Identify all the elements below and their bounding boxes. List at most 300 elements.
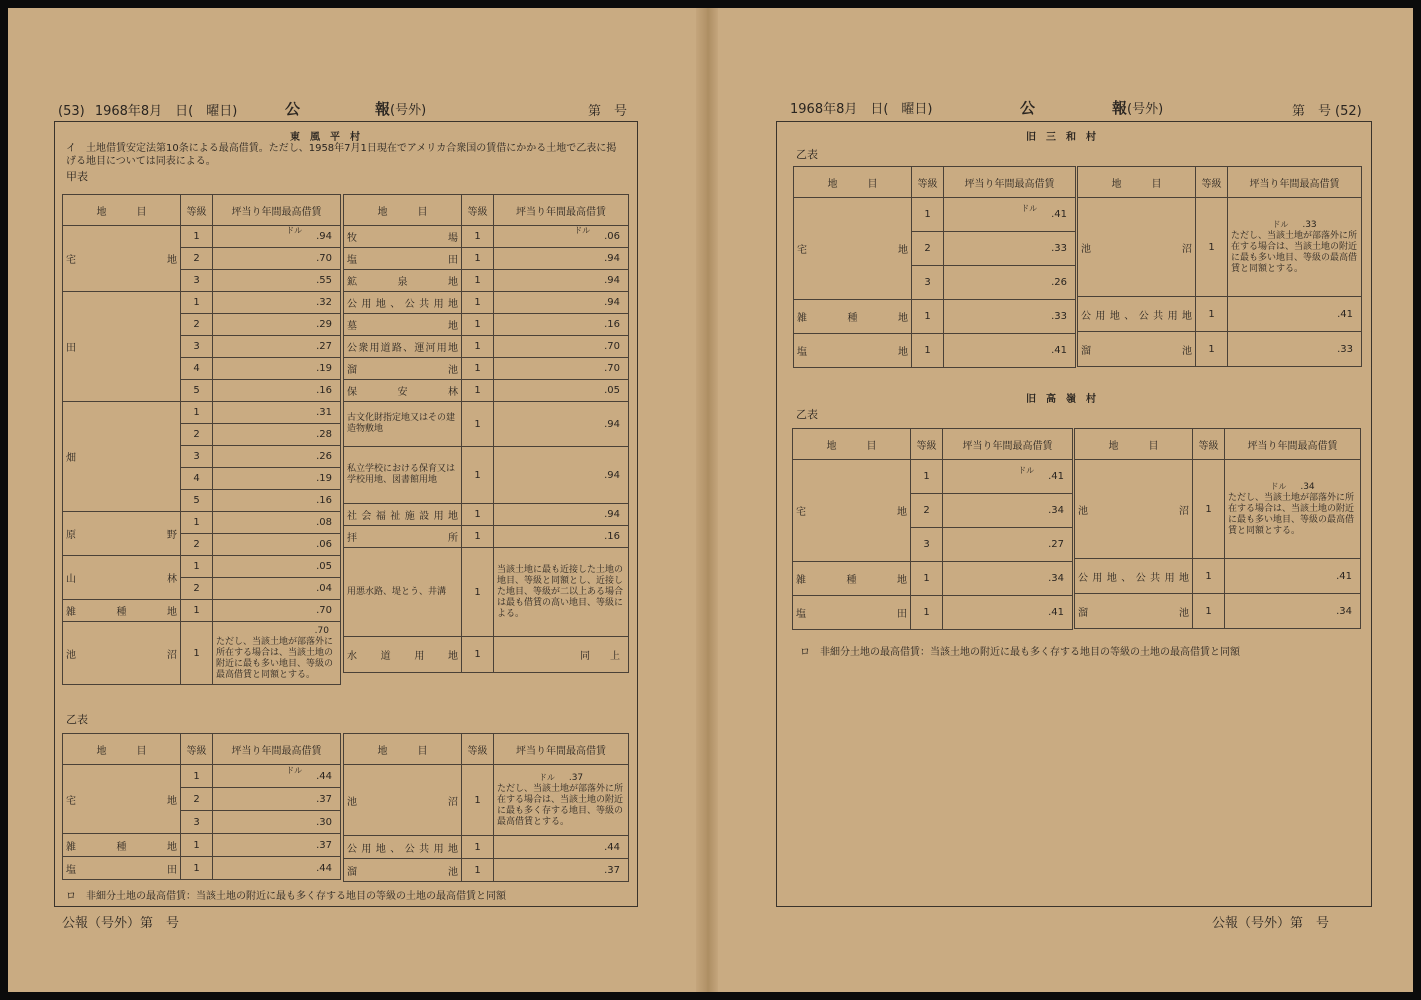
sanwa-table-left	[793, 166, 1076, 368]
grade-cell: 1	[462, 836, 494, 859]
land-category: 溜 池	[344, 859, 462, 882]
dollar-unit: ドル	[286, 765, 303, 775]
rent-value	[1228, 332, 1362, 367]
rent-value-figure: .41	[1048, 471, 1064, 482]
rent-value-figure: .34	[1048, 505, 1064, 516]
table-row	[63, 857, 341, 880]
rent-value	[213, 834, 341, 857]
table-row	[63, 512, 341, 534]
col-tokyu: 等級	[911, 429, 943, 460]
rent-value	[213, 380, 341, 402]
rent-value	[494, 859, 629, 882]
rent-value-text: .34	[1300, 482, 1315, 492]
grade-cell: 1	[462, 859, 494, 882]
rent-value-figure: .41	[1336, 570, 1352, 582]
remark-text: ただし、当該土地が部落外に所在する場合は、当該土地の附近に最も多く存する地目、等級の最高借賃とする。	[497, 784, 624, 827]
rent-value	[943, 460, 1073, 494]
rent-value	[213, 248, 341, 270]
grade-cell: 1	[911, 596, 943, 630]
land-category: 雑 種 地	[63, 834, 181, 857]
land-category: 塩 田	[63, 857, 181, 880]
rent-value-figure: .19	[316, 473, 332, 484]
rent-value	[213, 857, 341, 880]
rent-value-figure: .94	[604, 418, 620, 430]
col-tokyu: 等級	[1193, 429, 1225, 460]
rent-value	[213, 765, 341, 788]
rent-value-figure: .70	[314, 625, 329, 636]
grade-cell: 2	[181, 248, 213, 270]
rent-value	[943, 528, 1073, 562]
kou-table-left	[62, 194, 341, 685]
table-row	[63, 765, 341, 788]
section-title-takamine: 旧 高 嶺 村	[1026, 394, 1096, 405]
footnote: ロ 非細分土地の最高借賃：当該土地の附近に最も多く存する地目の等級の土地の最高借賃と同額	[800, 647, 1240, 658]
rent-value-figure: .41	[1051, 345, 1067, 356]
table-row	[63, 622, 341, 685]
table-row	[63, 292, 341, 314]
header-issue: 第 号 (52)	[1292, 104, 1362, 119]
rent-value	[213, 468, 341, 490]
grade-cell: 1	[1193, 460, 1225, 559]
grade-cell: 1	[462, 765, 494, 836]
land-category: 公用地、公共用地	[1078, 297, 1196, 332]
rent-value	[1225, 559, 1361, 594]
land-category: 古文化財指定地又はその建造物敷地	[344, 402, 462, 447]
rent-value	[1228, 297, 1362, 332]
rent-value	[944, 300, 1076, 334]
table-row	[344, 270, 629, 292]
rent-value-figure: .30	[316, 816, 332, 828]
rent-value-text: .33	[1302, 220, 1317, 230]
grade-cell: 1	[1196, 198, 1228, 297]
page-footer: 公報（号外）第 号	[62, 916, 180, 931]
table-row	[344, 380, 629, 402]
rent-value-figure: .06	[604, 231, 620, 242]
land-category: 墓 地	[344, 314, 462, 336]
table-row	[344, 637, 629, 673]
table-row	[794, 334, 1076, 368]
rent-value-figure: .34	[1336, 605, 1352, 617]
header-title-2: 報(号外)	[375, 100, 427, 118]
rent-value-figure: .05	[604, 385, 620, 396]
book-gutter	[696, 8, 718, 992]
rent-value	[213, 490, 341, 512]
rent-value-figure: .31	[316, 407, 332, 418]
land-category: 水 道 用 地	[344, 637, 462, 673]
col-chimoku: 地 目	[793, 429, 911, 460]
table-row	[344, 548, 629, 637]
dollar-unit: ドル	[574, 226, 591, 235]
grade-cell: 1	[912, 198, 944, 232]
rent-value-figure: .41	[1051, 209, 1067, 220]
table-row	[344, 402, 629, 447]
otsu-table-label: 乙表	[66, 713, 88, 726]
land-category: 塩 田	[793, 596, 911, 630]
col-kashi: 坪当り年間最高借賃	[494, 734, 629, 765]
land-category: 雑 種 地	[794, 300, 912, 334]
rent-value-figure: .16	[604, 319, 620, 330]
rent-value-figure: .26	[1051, 277, 1067, 288]
rent-value	[213, 292, 341, 314]
sanwa-otsu-label: 乙表	[796, 148, 818, 161]
grade-cell: 1	[462, 504, 494, 526]
col-chimoku: 地 目	[63, 195, 181, 226]
rent-value-figure: .37	[316, 793, 332, 805]
rent-value	[494, 380, 629, 402]
rent-value	[213, 314, 341, 336]
grade-cell: 1	[181, 512, 213, 534]
grade-cell: 1	[462, 292, 494, 314]
rent-value	[494, 526, 629, 548]
col-kashi: 坪当り年間最高借賃	[944, 167, 1076, 198]
grade-cell: 2	[181, 424, 213, 446]
rent-value	[1228, 198, 1362, 297]
land-category: 公用地、公共用地	[344, 836, 462, 859]
land-category: 公用地、公共用地	[1075, 559, 1193, 594]
rent-value	[494, 358, 629, 380]
rent-value	[944, 232, 1076, 266]
grade-cell: 1	[181, 834, 213, 857]
header-title-1: 公	[1020, 99, 1036, 117]
otsu-table-right	[343, 733, 629, 882]
section-title-sanwa: 旧 三 和 村	[1026, 132, 1096, 143]
col-kashi: 坪当り年間最高借賃	[494, 195, 629, 226]
rent-value	[213, 446, 341, 468]
grade-cell: 1	[181, 226, 213, 248]
takamine-otsu-label: 乙表	[796, 408, 818, 421]
grade-cell: 1	[181, 600, 213, 622]
rent-value-figure: .44	[316, 770, 332, 782]
grade-cell: 1	[462, 358, 494, 380]
col-tokyu: 等級	[462, 734, 494, 765]
land-category: 溜 池	[344, 358, 462, 380]
land-category: 田	[63, 292, 181, 402]
dollar-unit: ドル	[1270, 482, 1287, 491]
grade-cell: 3	[181, 336, 213, 358]
grade-cell: 1	[1196, 297, 1228, 332]
table-row	[63, 600, 341, 622]
table-row	[1078, 297, 1362, 332]
rent-value-figure: .16	[316, 495, 332, 506]
rent-value	[213, 358, 341, 380]
table-row	[344, 526, 629, 548]
grade-cell: 1	[1196, 332, 1228, 367]
left-header	[58, 100, 237, 119]
rent-value	[1225, 460, 1361, 559]
land-category: 宅 地	[63, 226, 181, 292]
table-row	[63, 402, 341, 424]
rent-value	[494, 270, 629, 292]
col-kashi: 坪当り年間最高借賃	[1225, 429, 1361, 460]
rent-value-figure: .27	[1048, 539, 1064, 550]
grade-cell: 1	[462, 548, 494, 637]
col-chimoku: 地 目	[1075, 429, 1193, 460]
table-row	[344, 859, 629, 882]
grade-cell: 5	[181, 490, 213, 512]
col-tokyu: 等級	[912, 167, 944, 198]
grade-cell: 1	[462, 336, 494, 358]
rent-value-figure: 同 上	[580, 651, 620, 662]
grade-cell: 4	[181, 358, 213, 380]
table-row	[344, 336, 629, 358]
land-category: 溜 池	[1078, 332, 1196, 367]
grade-cell: 1	[181, 765, 213, 788]
table-row	[344, 226, 629, 248]
land-category: 用悪水路、堤とう、井溝	[344, 548, 462, 637]
rent-value	[944, 266, 1076, 300]
rent-value-figure: .06	[316, 539, 332, 550]
land-category: 雑 種 地	[793, 562, 911, 596]
rent-value-figure	[497, 772, 625, 784]
rent-value	[943, 596, 1073, 630]
table-row	[63, 834, 341, 857]
grade-cell: 3	[181, 811, 213, 834]
rent-value	[213, 578, 341, 600]
kou-table-label: 甲表	[66, 170, 88, 183]
land-category: 公衆用道路、運河用地	[344, 336, 462, 358]
rent-value-figure: .41	[1337, 308, 1353, 320]
grade-cell: 3	[912, 266, 944, 300]
col-chimoku: 地 目	[1078, 167, 1196, 198]
land-category: 私立学校における保育又は学校用地、図書館用地	[344, 447, 462, 504]
land-category: 池 沼	[344, 765, 462, 836]
table-row	[793, 460, 1073, 494]
rent-value-figure: .70	[604, 341, 620, 352]
grade-cell: 1	[462, 637, 494, 673]
land-category: 宅 地	[63, 765, 181, 834]
table-row	[1075, 594, 1361, 629]
grade-cell: 2	[181, 578, 213, 600]
table-row	[1078, 198, 1362, 297]
table-row	[344, 292, 629, 314]
table-row	[1078, 332, 1362, 367]
table-row	[1075, 460, 1361, 559]
grade-cell: 1	[912, 334, 944, 368]
grade-cell: 1	[911, 562, 943, 596]
rent-value	[494, 504, 629, 526]
rent-value-figure: .70	[316, 253, 332, 264]
rent-value-figure: .33	[1051, 243, 1067, 254]
page-number: (53)	[58, 104, 85, 119]
rent-value-figure: .94	[604, 509, 620, 520]
rent-value	[494, 836, 629, 859]
col-tokyu: 等級	[181, 195, 213, 226]
rent-value-figure: .94	[604, 297, 620, 308]
land-category: 雑 種 地	[63, 600, 181, 622]
rent-value-figure: .28	[316, 429, 332, 440]
grade-cell: 1	[912, 300, 944, 334]
rent-value-figure: .33	[1337, 343, 1353, 355]
grade-cell: 4	[181, 468, 213, 490]
rent-value	[494, 548, 629, 637]
otsu-table-left	[62, 733, 341, 880]
table-row	[344, 504, 629, 526]
dollar-unit: ドル	[286, 226, 303, 235]
rent-value-figure: .04	[316, 583, 332, 594]
rent-value-figure: .55	[316, 275, 332, 286]
col-chimoku: 地 目	[344, 195, 462, 226]
rent-value	[213, 600, 341, 622]
grade-cell: 1	[181, 556, 213, 578]
takamine-table-left	[792, 428, 1073, 630]
land-category: 宅 地	[793, 460, 911, 562]
rent-value-figure: .16	[316, 385, 332, 396]
grade-cell: 1	[462, 248, 494, 270]
rent-value-text: .37	[568, 773, 584, 783]
rent-value-text: 当該土地に最も近接した土地の地目、等級と同額とし、近接した地目、等級が二以上ある場合は最も借賃の高い地目、等級による。	[497, 564, 624, 619]
table-row	[63, 226, 341, 248]
rent-value	[494, 637, 629, 673]
rent-value	[943, 494, 1073, 528]
table-row	[63, 556, 341, 578]
rent-value	[1225, 594, 1361, 629]
rent-value-figure: .33	[1051, 311, 1067, 322]
grade-cell: 1	[911, 460, 943, 494]
rent-value	[494, 765, 629, 836]
rent-value	[213, 811, 341, 834]
grade-cell: 1	[462, 270, 494, 292]
kou-table-right	[343, 194, 629, 673]
land-category: 溜 池	[1075, 594, 1193, 629]
grade-cell: 3	[911, 528, 943, 562]
col-kashi: 坪当り年間最高借賃	[1228, 167, 1362, 198]
rent-value-figure: .70	[604, 363, 620, 374]
rent-value	[213, 622, 341, 685]
rent-value-figure: .94	[604, 253, 620, 264]
grade-cell: 1	[462, 380, 494, 402]
land-category: 塩 田	[344, 248, 462, 270]
rent-value-figure: .44	[604, 841, 620, 853]
rent-value-figure: .37	[316, 839, 332, 851]
rent-value-figure: .70	[316, 605, 332, 616]
dollar-unit: ドル	[1018, 466, 1035, 475]
remark-text: ただし、当該土地が部落外に所在する場合は、当該土地の附近に最も多い地目、等級の最高借賃と同額とする。	[1231, 231, 1358, 274]
table-row	[794, 300, 1076, 334]
remark-text: ただし、当該土地が部落外に所在する場合は、当該土地の附近に最も多い地目、等級の最高借賃と同額とする。	[1228, 493, 1355, 536]
rent-value	[944, 198, 1076, 232]
rent-value-figure	[1228, 481, 1357, 493]
rent-value-figure: .19	[316, 363, 332, 374]
table-row	[344, 836, 629, 859]
rent-value	[213, 402, 341, 424]
table-row	[794, 198, 1076, 232]
col-tokyu: 等級	[181, 734, 213, 765]
land-category: 山 林	[63, 556, 181, 600]
land-category: 社会福祉施設用地	[344, 504, 462, 526]
rent-value	[494, 292, 629, 314]
rent-value-figure: .34	[1048, 573, 1064, 584]
table-row	[344, 314, 629, 336]
rent-value	[494, 402, 629, 447]
rent-value	[494, 447, 629, 504]
rent-value-figure: .94	[316, 231, 332, 242]
grade-cell: 1	[181, 622, 213, 685]
grade-cell: 1	[462, 447, 494, 504]
rent-value	[213, 556, 341, 578]
rent-value	[213, 226, 341, 248]
rent-value-figure	[1231, 219, 1358, 231]
grade-cell: 2	[181, 314, 213, 336]
land-category: 鉱 泉 地	[344, 270, 462, 292]
grade-cell: 3	[181, 270, 213, 292]
header-issue: 第 号	[588, 104, 628, 119]
dollar-unit: ドル	[1272, 220, 1289, 229]
rent-value	[213, 424, 341, 446]
footnote: ロ 非細分土地の最高借賃：当該土地の附近に最も多く存する地目の等級の土地の最高借賃と同額	[66, 891, 506, 902]
grade-cell: 1	[181, 857, 213, 880]
rent-value-figure: .27	[316, 341, 332, 352]
rent-value-figure: .37	[604, 864, 620, 876]
land-category: 池 沼	[1078, 198, 1196, 297]
col-chimoku: 地 目	[63, 734, 181, 765]
rent-value	[213, 534, 341, 556]
rent-value	[213, 788, 341, 811]
remark-text: ただし、当該土地が部落外に所在する場合は、当該土地の附近に最も多い地目、等級の最高借賃と同額とする。	[216, 636, 334, 680]
header-title-2: 報(号外)	[1112, 99, 1164, 117]
grade-cell: 1	[1193, 594, 1225, 629]
col-kashi: 坪当り年間最高借賃	[943, 429, 1073, 460]
grade-cell: 2	[912, 232, 944, 266]
grade-cell: 1	[462, 526, 494, 548]
grade-cell: 2	[911, 494, 943, 528]
table-row	[1075, 559, 1361, 594]
land-category: 原 野	[63, 512, 181, 556]
grade-cell: 5	[181, 380, 213, 402]
rent-value-figure: .29	[316, 319, 332, 330]
rent-value	[494, 248, 629, 270]
header-title-1: 公	[285, 100, 301, 118]
grade-cell: 3	[181, 446, 213, 468]
col-kashi: 坪当り年間最高借賃	[213, 195, 341, 226]
grade-cell: 2	[181, 788, 213, 811]
land-category: 畑	[63, 402, 181, 512]
rent-value-figure: .94	[604, 469, 620, 481]
land-category: 塩 地	[794, 334, 912, 368]
page-footer: 公報（号外）第 号	[1212, 916, 1330, 931]
rent-value	[494, 226, 629, 248]
rent-value	[944, 334, 1076, 368]
right-header-date: 1968年8月 日( 曜日)	[790, 102, 933, 117]
rent-value	[213, 512, 341, 534]
grade-cell: 1	[462, 314, 494, 336]
table-row	[344, 765, 629, 836]
land-category: 宅 地	[794, 198, 912, 300]
land-category: 拝 所	[344, 526, 462, 548]
rent-value-figure: .05	[316, 561, 332, 572]
table-row	[793, 562, 1073, 596]
grade-cell: 1	[462, 226, 494, 248]
rent-value	[494, 336, 629, 358]
land-category: 池 沼	[1075, 460, 1193, 559]
table-row	[344, 248, 629, 270]
col-chimoku: 地 目	[344, 734, 462, 765]
table-row	[344, 358, 629, 380]
dollar-unit: ドル	[538, 773, 555, 782]
land-category: 公用地、公共用地	[344, 292, 462, 314]
rent-value	[943, 562, 1073, 596]
section-note: イ 土地借賃安定法第10条による最高借賃。ただし、1958年7月1日現在でアメリカ合衆国の賃借にかかる土地で乙表に掲げる地目については同表による。	[66, 143, 617, 167]
rent-value-figure: .08	[316, 517, 332, 528]
land-category: 牧 場	[344, 226, 462, 248]
land-category: 池 沼	[63, 622, 181, 685]
table-row	[344, 447, 629, 504]
grade-cell: 1	[181, 292, 213, 314]
col-tokyu: 等級	[1196, 167, 1228, 198]
grade-cell: 1	[181, 402, 213, 424]
rent-value-figure: .41	[1048, 607, 1064, 618]
section-title: 東 風 平 村	[290, 132, 360, 143]
rent-value-figure: .16	[604, 531, 620, 542]
